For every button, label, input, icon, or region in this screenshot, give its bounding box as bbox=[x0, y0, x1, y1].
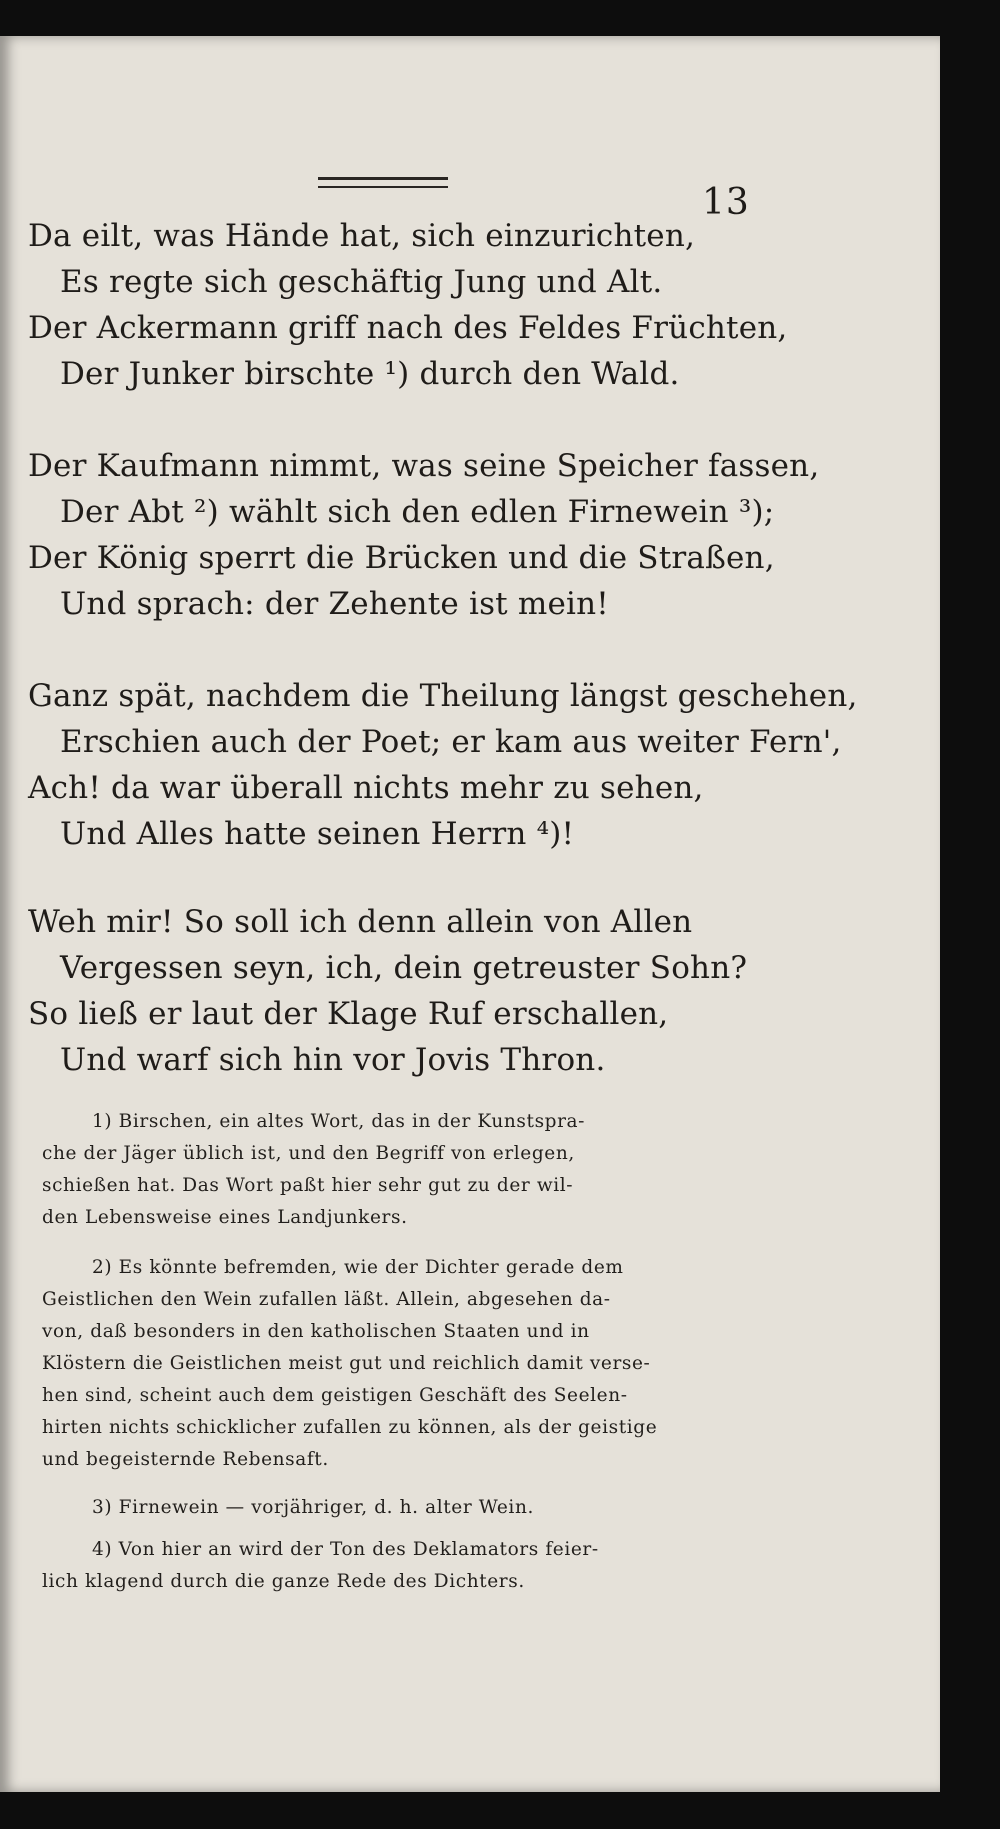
footnote-line: schießen hat. Das Wort paßt hier sehr gut zu der wil- bbox=[42, 1175, 574, 1196]
poem-line: Ach! da war überall nichts mehr zu sehen, bbox=[28, 770, 704, 806]
poem-line: So ließ er laut der Klage Ruf erschallen, bbox=[28, 996, 669, 1032]
footnote-line: den Lebensweise eines Landjunkers. bbox=[42, 1207, 408, 1228]
footnote-line: lich klagend durch die ganze Rede des Dichters. bbox=[42, 1571, 525, 1592]
footnote-line: hirten nichts schicklicher zufallen zu können, als der geistige bbox=[42, 1417, 658, 1438]
footnote-line: 3) Firnewein — vorjähriger, d. h. alter Wein. bbox=[92, 1497, 534, 1518]
footnote-line: Klöstern die Geistlichen meist gut und reichlich damit verse- bbox=[42, 1353, 651, 1374]
poem-line: Der Abt ²) wählt sich den edlen Firnewein ³); bbox=[60, 494, 775, 530]
poem-line: Und Alles hatte seinen Herrn ⁴)! bbox=[60, 816, 575, 852]
poem-line: Der Junker birschte ¹) durch den Wald. bbox=[60, 356, 680, 392]
scan-background bbox=[940, 36, 1000, 1792]
poem-line: Ganz spät, nachdem die Theilung längst geschehen, bbox=[28, 678, 858, 714]
poem-line: Vergessen seyn, ich, dein getreuster Sohn? bbox=[60, 950, 748, 986]
poem-line: Der König sperrt die Brücken und die Straßen, bbox=[28, 540, 775, 576]
book-page bbox=[0, 36, 940, 1792]
footnote-line: Geistlichen den Wein zufallen läßt. Allein, abgesehen da- bbox=[42, 1289, 611, 1310]
poem-line: Erschien auch der Poet; er kam aus weiter Fern', bbox=[60, 724, 842, 760]
footnote-line: 4) Von hier an wird der Ton des Deklamators feier- bbox=[92, 1539, 599, 1560]
footnote-line: und begeisternde Rebensaft. bbox=[42, 1449, 329, 1470]
footnote-line: 2) Es könnte befremden, wie der Dichter gerade dem bbox=[92, 1257, 624, 1278]
poem-line: Da eilt, was Hände hat, sich einzurichten, bbox=[28, 218, 696, 254]
poem-line: Und warf sich hin vor Jovis Thron. bbox=[60, 1042, 606, 1078]
header-rule bbox=[318, 177, 448, 188]
footnote-line: 1) Birschen, ein altes Wort, das in der Kunstspra- bbox=[92, 1111, 586, 1132]
poem-line: Weh mir! So soll ich denn allein von Allen bbox=[28, 904, 693, 940]
footnote-line: hen sind, scheint auch dem geistigen Geschäft des Seelen- bbox=[42, 1385, 628, 1406]
poem-line: Es regte sich geschäftig Jung und Alt. bbox=[60, 264, 663, 300]
page-number: 13 bbox=[702, 182, 750, 223]
poem-line: Und sprach: der Zehente ist mein! bbox=[60, 586, 609, 622]
poem-line: Der Ackermann griff nach des Feldes Früchten, bbox=[28, 310, 788, 346]
footnote-line: von, daß besonders in den katholischen Staaten und in bbox=[42, 1321, 590, 1342]
footnote-line: che der Jäger üblich ist, und den Begriff von erlegen, bbox=[42, 1143, 575, 1164]
poem-line: Der Kaufmann nimmt, was seine Speicher fassen, bbox=[28, 448, 820, 484]
